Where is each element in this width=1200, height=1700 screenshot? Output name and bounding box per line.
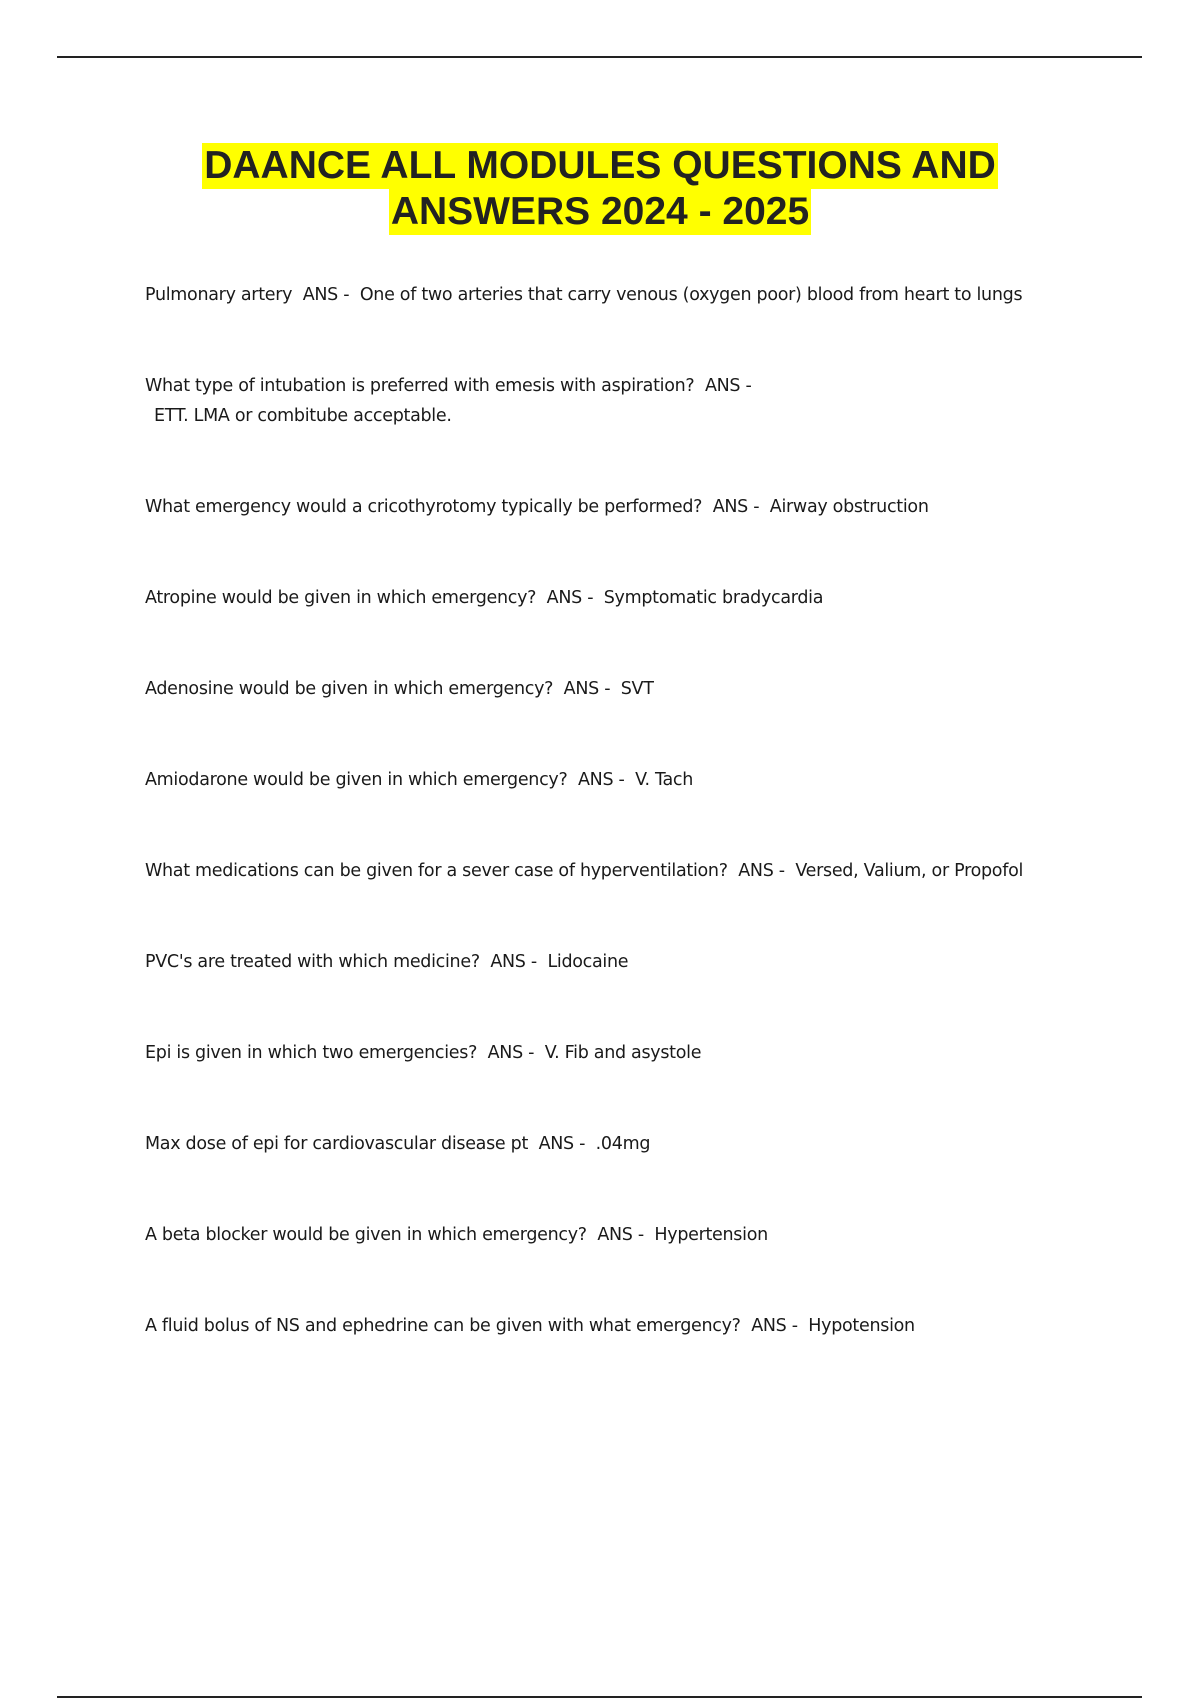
ans-label: ANS - — [563, 679, 611, 699]
ans-label: ANS - — [577, 770, 625, 790]
ans-label: ANS - — [738, 861, 785, 881]
qa-item — [145, 1220, 1135, 1311]
qa-item — [145, 674, 1135, 765]
answer-text: V. Tach — [635, 770, 694, 790]
answer-text: Hypotension — [808, 1316, 915, 1336]
question-text: A fluid bolus of NS and ephedrine can be given with what emergency? — [145, 1316, 741, 1336]
question-text: A beta blocker would be given in which emergency? — [145, 1225, 587, 1245]
ans-label: ANS - — [704, 376, 752, 396]
answer-text: One of two arteries that carry venous (oxygen poor) blood from heart to lungs — [359, 285, 1023, 305]
qa-item — [145, 947, 1135, 1038]
document-title — [0, 143, 1200, 235]
answer-text: Hypertension — [654, 1225, 768, 1245]
ans-label: ANS - — [712, 497, 760, 517]
qa-item — [145, 492, 1135, 583]
answer-text: .04mg — [595, 1134, 651, 1154]
qa-item — [145, 856, 1135, 947]
qa-item — [145, 1311, 1135, 1402]
answer-text: ETT. LMA or combitube acceptable. — [154, 406, 452, 426]
answer-text: Lidocaine — [547, 952, 629, 972]
ans-label: ANS - — [546, 588, 594, 608]
question-text: Pulmonary artery — [145, 285, 293, 305]
question-text: PVC's are treated with which medicine? — [145, 952, 480, 972]
question-text: Max dose of epi for cardiovascular disease pt — [145, 1134, 529, 1154]
question-text: Atropine would be given in which emergency? — [145, 588, 537, 608]
qa-list — [145, 280, 1135, 1402]
answer-text: SVT — [620, 679, 654, 699]
question-text: Amiodarone would be given in which emergency? — [145, 770, 568, 790]
answer-text: Symptomatic bradycardia — [603, 588, 824, 608]
bottom-rule — [57, 1696, 1142, 1698]
question-text: What type of intubation is preferred with emesis with aspiration? — [145, 376, 695, 396]
answer-text: Versed, Valium, or Propofol — [795, 861, 1024, 881]
question-text: What emergency would a cricothyrotomy typically be performed? — [145, 497, 703, 517]
qa-item — [145, 1038, 1135, 1129]
qa-item — [145, 765, 1135, 856]
qa-item — [145, 371, 1135, 492]
title-line-1: DAANCE ALL MODULES QUESTIONS AND — [204, 144, 996, 187]
qa-item — [145, 583, 1135, 674]
ans-label: ANS - — [302, 285, 350, 305]
ans-label: ANS - — [751, 1316, 798, 1336]
answer-text: V. Fib and asystole — [544, 1043, 702, 1063]
question-text: Adenosine would be given in which emergency? — [145, 679, 554, 699]
ans-label: ANS - — [538, 1134, 586, 1154]
question-text: What medications can be given for a sever case of hyperventilation? — [145, 861, 728, 881]
ans-label: ANS - — [597, 1225, 644, 1245]
top-rule — [57, 56, 1142, 58]
qa-item — [145, 1129, 1135, 1220]
title-line-2: ANSWERS 2024 - 2025 — [390, 190, 810, 233]
qa-item — [145, 280, 1135, 371]
ans-label: ANS - — [487, 1043, 535, 1063]
question-text: Epi is given in which two emergencies? — [145, 1043, 478, 1063]
ans-label: ANS - — [490, 952, 537, 972]
answer-text: Airway obstruction — [769, 497, 929, 517]
